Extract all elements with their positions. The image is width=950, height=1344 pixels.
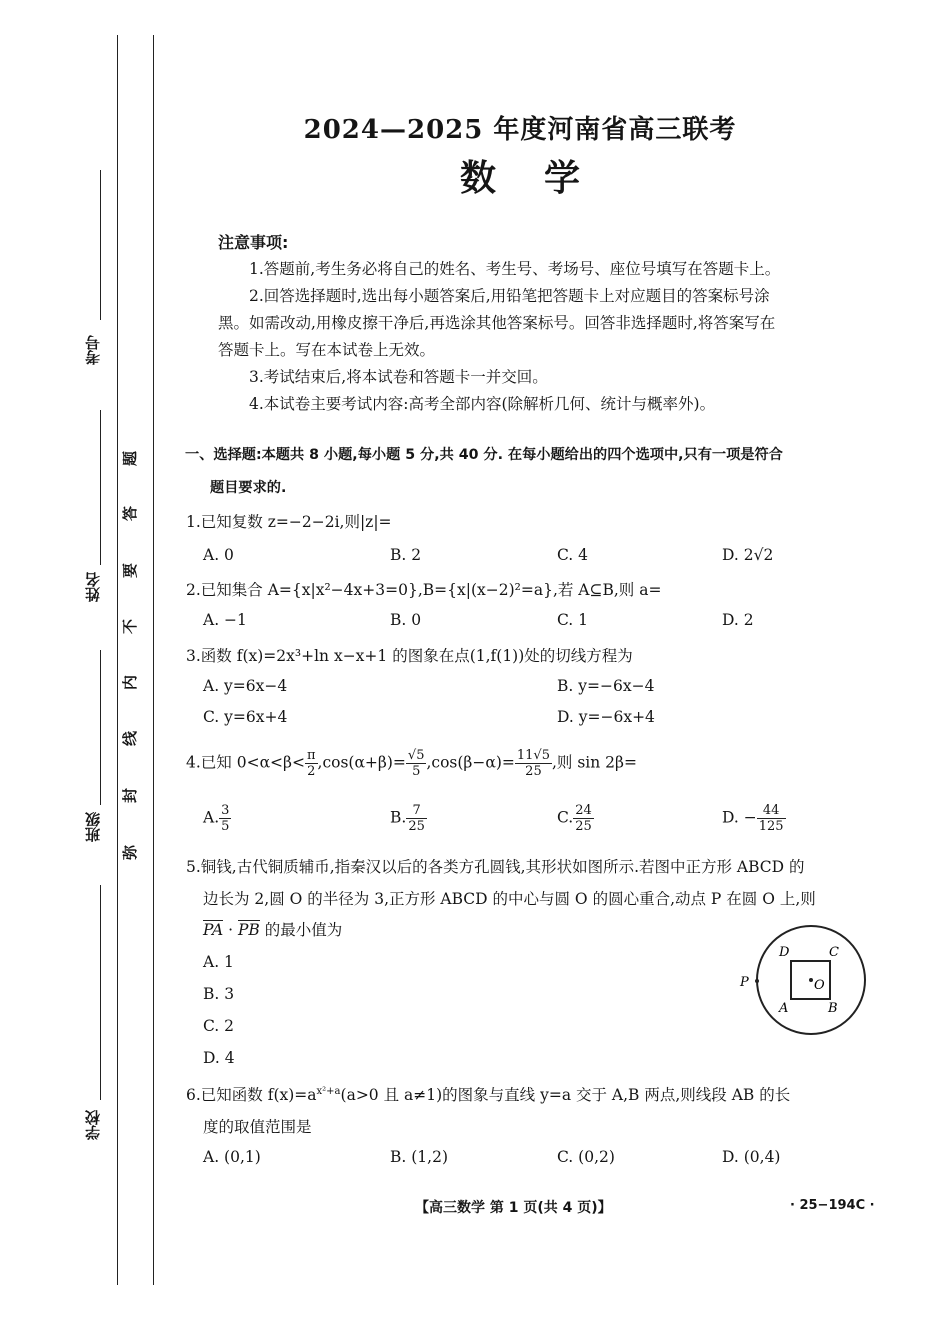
label-c: C	[829, 945, 839, 960]
q4-pi-den: 2	[307, 764, 316, 779]
q6-option-d: D. (0,4)	[722, 1148, 781, 1166]
q4-f2-den: 25	[525, 764, 542, 779]
label-p: P	[740, 975, 749, 990]
dot-operator: ·	[223, 921, 238, 939]
q1-option-a: A. 0	[203, 546, 234, 564]
q4-pre: 4.已知 0<α<β<	[186, 753, 305, 772]
q3-option-a: A. y=6x−4	[203, 677, 288, 695]
q4-option-c-fraction	[573, 803, 594, 834]
q2-option-d: D. 2	[722, 611, 754, 629]
q4-a-num: 3	[221, 803, 230, 818]
q2-option-c: C. 1	[557, 611, 589, 629]
q4-c-num: 24	[575, 803, 592, 818]
notice-heading: 注意事项:	[218, 233, 289, 252]
q4-option-c	[557, 803, 594, 834]
q4-mid1: ,cos(α+β)=	[317, 753, 406, 772]
exam-number-blank	[100, 170, 101, 320]
q1-option-c: C. 4	[557, 546, 589, 564]
question-4-stem	[186, 748, 637, 779]
label-o: O	[814, 978, 825, 993]
q4-option-a	[203, 803, 231, 834]
q6-post: (a>0 且 a≠1)的图象与直线 y=a 交于 A,B 两点,则线段 AB 的长	[340, 1086, 791, 1104]
q4-fraction-2	[515, 748, 552, 779]
margin-line-inner	[153, 35, 154, 1285]
q4-option-d	[722, 803, 786, 834]
class-blank	[100, 650, 101, 805]
seal-char: 线	[121, 730, 140, 747]
q4-option-b-label: B.	[390, 808, 407, 827]
q5-option-a: A. 1	[203, 953, 234, 971]
q5-option-d: D. 4	[203, 1049, 235, 1067]
seal-char: 要	[121, 562, 140, 579]
page-footer: 【高三数学 第 1 页(共 4 页)】	[415, 1200, 612, 1216]
label-b: B	[828, 1001, 838, 1016]
q4-c-den: 25	[575, 819, 592, 834]
point-p	[755, 979, 759, 983]
notice-line: 答题卡上。写在本试卷上无效。	[218, 341, 436, 359]
section-heading-cont: 题目要求的.	[210, 480, 287, 496]
q4-option-b-fraction	[406, 803, 427, 834]
exam-number-label: 考号	[84, 335, 102, 365]
notice-line: 1.答题前,考生务必将自己的姓名、考生号、考场号、座位号填写在答题卡上。	[249, 260, 781, 278]
seal-char: 封	[121, 787, 140, 804]
q4-pi-num: π	[306, 748, 316, 763]
q3-option-b: B. y=−6x−4	[557, 677, 655, 695]
q4-option-a-fraction	[219, 803, 231, 834]
question-5-line2: 边长为 2,圆 O 的半径为 3,正方形 ABCD 的中心与圆 O 的圆心重合,动点 P 在圆 O 上,则	[203, 890, 816, 908]
q3-option-c: C. y=6x+4	[203, 708, 288, 726]
q5-option-c: C. 2	[203, 1017, 235, 1035]
q4-b-num: 7	[406, 803, 427, 819]
center-point-o	[809, 978, 813, 982]
class-label: 班级	[84, 812, 102, 842]
q6-option-a: A. (0,1)	[203, 1148, 261, 1166]
question-6-line2: 度的取值范围是	[203, 1118, 312, 1136]
q4-option-c-label: C.	[557, 808, 574, 827]
notice-line: 2.回答选择题时,选出每小题答案后,用铅笔把答题卡上对应题目的答案标号涂	[249, 287, 770, 305]
q4-f2-num: 11√5	[516, 748, 550, 763]
q4-option-d-fraction	[757, 803, 786, 834]
q5-option-b: B. 3	[203, 985, 235, 1003]
seal-char: 内	[121, 674, 140, 691]
q4-option-b	[390, 803, 427, 834]
question-6-line1	[186, 1083, 790, 1105]
label-a: A	[779, 1001, 789, 1016]
seal-char: 不	[121, 618, 140, 635]
exam-title: 2024—2025 年度河南省高三联考	[303, 115, 737, 145]
notice-line: 4.本试卷主要考试内容:高考全部内容(除解析几何、统计与概率外)。	[249, 395, 716, 413]
coin-figure	[730, 915, 880, 1045]
seal-char: 答	[121, 505, 140, 522]
q2-option-b: B. 0	[390, 611, 422, 629]
q4-mid2: ,cos(β−α)=	[426, 753, 515, 772]
vector-pb: PB	[237, 921, 260, 939]
q5-line3-tail: 的最小值为	[259, 921, 343, 939]
label-d: D	[779, 945, 790, 960]
q4-fraction-1	[406, 748, 427, 779]
q4-f1-num: √5	[407, 748, 425, 763]
q6-pre: 6.已知函数 f(x)=a	[186, 1086, 317, 1104]
q4-f1-den: 5	[412, 764, 421, 779]
q1-option-b: B. 2	[390, 546, 422, 564]
q6-exponent: x²+a	[316, 1085, 341, 1097]
paper-code: · 25−194C ·	[790, 1198, 875, 1213]
seal-char: 弥	[121, 844, 140, 861]
school-blank	[100, 885, 101, 1100]
q4-d-den: 125	[758, 819, 784, 834]
q4-option-a-label: A.	[203, 808, 220, 827]
q4-pi-fraction	[305, 748, 318, 779]
seal-char: 题	[121, 450, 140, 467]
q4-b-den: 25	[408, 819, 425, 834]
question-5-line1: 5.铜钱,古代铜质辅币,指秦汉以后的各类方孔圆钱,其形状如图所示.若图中正方形 ABCD 的	[186, 858, 805, 876]
q4-option-d-sign: −	[743, 808, 757, 827]
q6-option-b: B. (1,2)	[390, 1148, 448, 1166]
q2-option-a: A. −1	[203, 611, 247, 629]
vector-pa: PA	[203, 921, 224, 939]
q4-post: ,则 sin 2β=	[552, 753, 637, 772]
q4-a-den: 5	[221, 819, 230, 834]
name-blank	[100, 410, 101, 565]
question-5-line3	[203, 918, 342, 940]
q3-option-d: D. y=−6x+4	[557, 708, 655, 726]
q6-option-c: C. (0,2)	[557, 1148, 615, 1166]
question-3-stem: 3.函数 f(x)=2x³+ln x−x+1 的图象在点(1,f(1))处的切线方程为	[186, 647, 633, 665]
q1-option-d: D. 2√2	[722, 546, 774, 564]
q4-option-d-label: D.	[722, 808, 739, 827]
subject-title: 数学	[459, 157, 628, 199]
notice-line: 3.考试结束后,将本试卷和答题卡一并交回。	[249, 368, 548, 386]
notice-line: 黑。如需改动,用橡皮擦干净后,再选涂其他答案标号。回答非选择题时,将答案写在	[218, 314, 776, 332]
question-2-stem: 2.已知集合 A={x|x²−4x+3=0},B={x|(x−2)²=a},若 A⊆B,则 a=	[186, 581, 662, 599]
name-label: 姓名	[84, 572, 102, 602]
section-heading: 一、选择题:本题共 8 小题,每小题 5 分,共 40 分. 在每小题给出的四个选项中,只有一项是符合	[185, 447, 783, 463]
school-label: 学校	[84, 1110, 102, 1140]
margin-line-outer	[117, 35, 118, 1285]
q4-d-num: 44	[757, 803, 786, 819]
question-1-stem: 1.已知复数 z=−2−2i,则|z|=	[186, 513, 392, 531]
